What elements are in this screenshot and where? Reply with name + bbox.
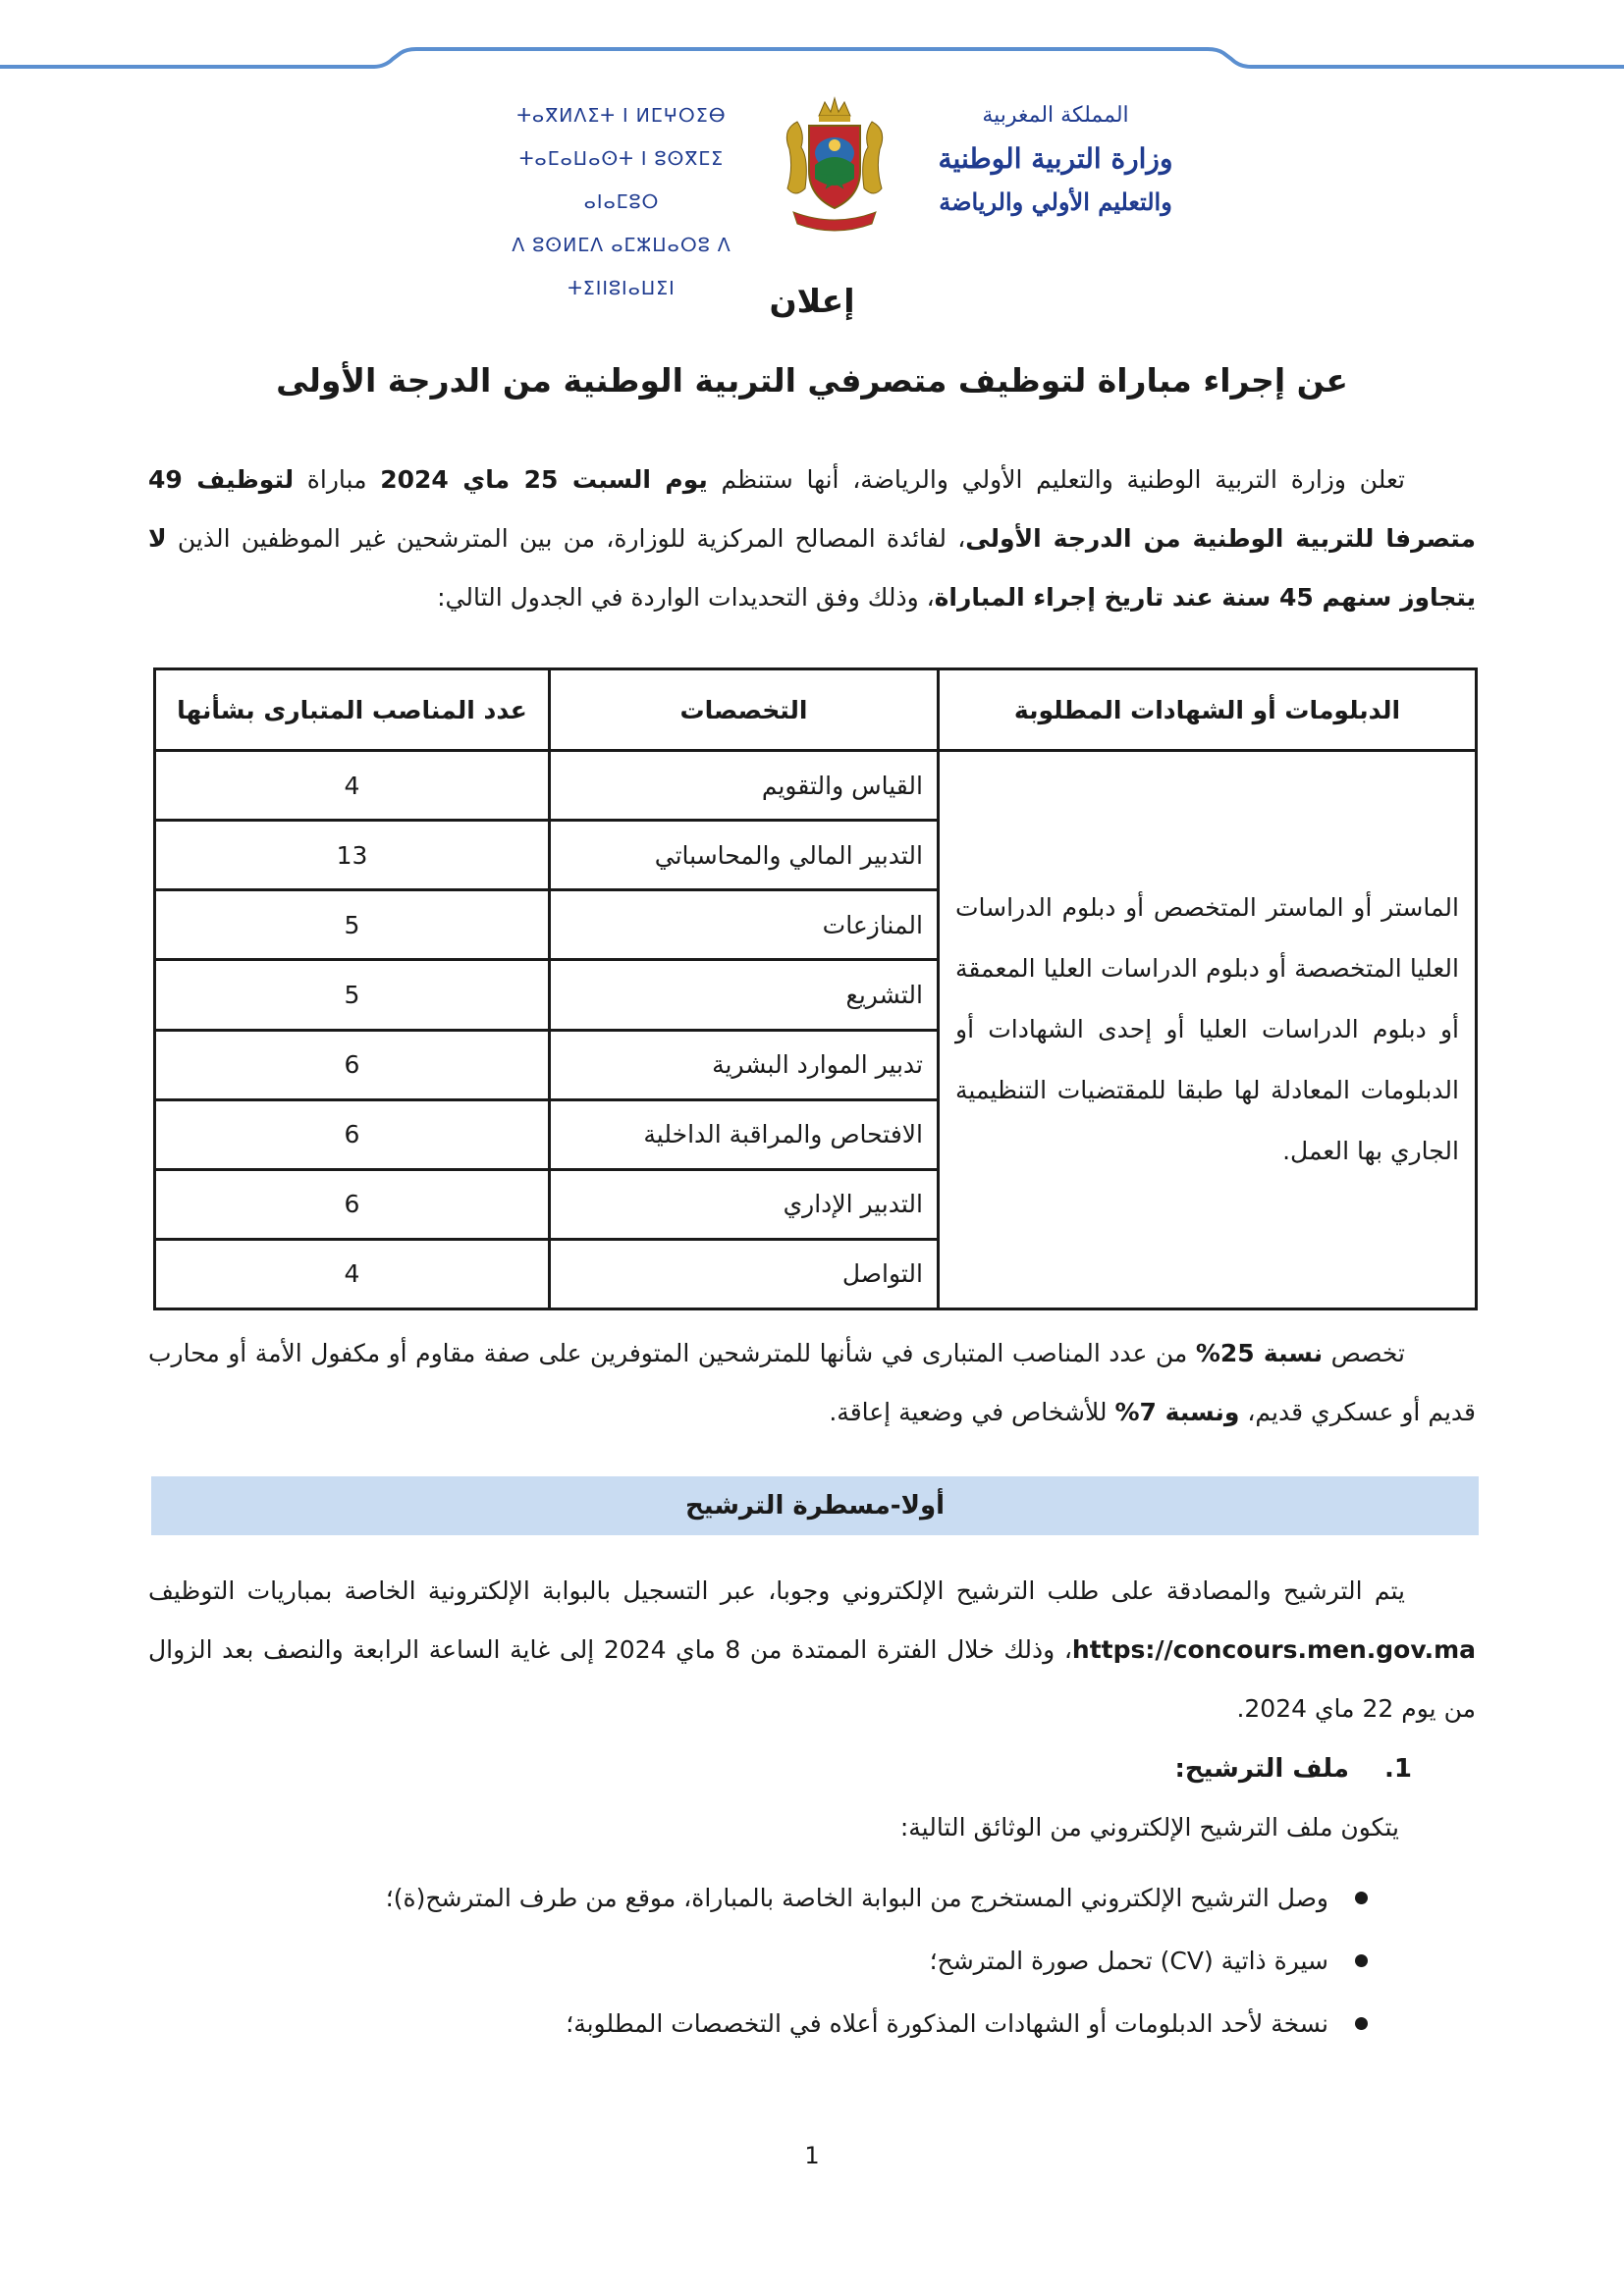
specialty-cell: الافتحاص والمراقبة الداخلية bbox=[550, 1099, 939, 1169]
specialty-cell: التشريع bbox=[550, 960, 939, 1030]
intro-paragraph: تعلن وزارة التربية الوطنية والتعليم الأولي والرياضة، أنها ستنظم يوم السبت 25 ماي 2024 مباراة لتوظيف 49 متصرفا للتربية الوطنية من الدرجة الأولى، لفائدة المصالح المركزية للوزارة، من بين المترشحين غير الموظفين الذين لا يتجاوز سنهم 45 سنة عند تاريخ إجراء المباراة، وذلك وفق التحديدات الواردة في الجدول التالي: bbox=[148, 465, 1476, 612]
specialty-cell: التدبير المالي والمحاسباتي bbox=[550, 821, 939, 890]
section-heading-application-procedure: أولا-مسطرة الترشيح bbox=[151, 1476, 1479, 1535]
post-count-cell: 4 bbox=[155, 751, 550, 821]
table-header-row bbox=[155, 669, 1477, 751]
required-diplomas-cell: الماستر أو الماستر المتخصص أو دبلوم الدراسات العليا المتخصصة أو دبلوم الدراسات العليا المعمقة أو دبلوم الدراسات العليا أو إحدى الشهادات أو الدبلومات المعادلة لها طبقا للمقتضيات التنظيمية الجاري بها العمل. bbox=[939, 751, 1477, 1309]
post-count-cell: 5 bbox=[155, 890, 550, 960]
ministry-name-arabic: المملكة المغربية وزارة التربية الوطنية والتعليم الأولي والرياضة bbox=[938, 103, 1173, 216]
bullet-icon bbox=[1355, 1892, 1368, 1904]
procedure-paragraph: يتم الترشيح والمصادقة على طلب الترشيح الإلكتروني وجوبا، عبر التسجيل بالبوابة الإلكترونية الخاصة بمباريات التوظيف https://concours.men.gov.ma، وذلك خلال الفترة الممتدة من 8 ماي 2024 إلى غاية الساعة الرابعة والنصف بعد الزوال من يوم 22 ماي 2024. bbox=[148, 1576, 1476, 1723]
quota-paragraph: تخصص نسبة 25% من عدد المناصب المتبارى في شأنها للمترشحين المتوفرين على صفة مقاوم أو مكفول الأمة أو محارب قديم أو عسكري قديم، ونسبة 7% للأشخاص في وضعية إعاقة. bbox=[148, 1339, 1476, 1426]
announcement-subtitle: عن إجراء مباراة لتوظيف متصرفي التربية الوطنية من الدرجة الأولى bbox=[276, 361, 1348, 400]
post-count-cell: 6 bbox=[155, 1169, 550, 1239]
specialty-cell: تدبير الموارد البشرية bbox=[550, 1030, 939, 1099]
column-header-post-count: عدد المناصب المتبارى بشأنها bbox=[155, 669, 550, 751]
documents-list bbox=[386, 1867, 1368, 2056]
list-item: وصل الترشيح الإلكتروني المستخرج من البوابة الخاصة بالمباراة، موقع من طرف المترشح(ة)؛ bbox=[386, 1867, 1368, 1930]
column-header-specialties: التخصصات bbox=[550, 669, 939, 751]
post-count-cell: 13 bbox=[155, 821, 550, 890]
specialty-cell: القياس والتقويم bbox=[550, 751, 939, 821]
post-count-cell: 6 bbox=[155, 1030, 550, 1099]
specialty-cell: المنازعات bbox=[550, 890, 939, 960]
table-row bbox=[155, 751, 1477, 821]
bullet-icon bbox=[1355, 1954, 1368, 1967]
post-count-cell: 5 bbox=[155, 960, 550, 1030]
application-portal-link[interactable]: https://concours.men.gov.ma bbox=[1071, 1635, 1476, 1664]
list-item: سيرة ذاتية (CV) تحمل صورة المترشح؛ bbox=[386, 1930, 1368, 1993]
post-count-cell: 4 bbox=[155, 1239, 550, 1308]
coat-of-arms-icon bbox=[776, 90, 893, 238]
announcement-title: إعلان bbox=[769, 282, 855, 320]
ministry-name-tifinagh: ⵜⴰⴳⵍⴷⵉⵜ ⵏ ⵍⵎⵖⵔⵉⴱ ⵜⴰⵎⴰⵡⴰⵙⵜ ⵏ ⵓⵙⴳⵎⵉ ⴰⵏⴰⵎⵓⵔ ⴷ ⵓⵙⵍⵎⴷ ⴰⵎⵣⵡⴰⵔⵓ ⴷ ⵜⵉⵏⵏⵓⵏⴰⵡⵉⵏ bbox=[512, 105, 731, 299]
list-item: نسخة لأحد الدبلومات أو الشهادات المذكورة أعلاه في التخصصات المطلوبة؛ bbox=[386, 1993, 1368, 2056]
specialty-cell: التدبير الإداري bbox=[550, 1169, 939, 1239]
header-decorative-line bbox=[0, 0, 1624, 79]
documents-intro: يتكون ملف الترشيح الإلكتروني من الوثائق التالية: bbox=[899, 1813, 1399, 1842]
column-header-diplomas: الدبلومات أو الشهادات المطلوبة bbox=[939, 669, 1477, 751]
letterhead bbox=[461, 90, 1208, 299]
posts-table bbox=[153, 667, 1478, 1310]
page-number: 1 bbox=[804, 2142, 820, 2169]
application-file-heading: 1.ملف الترشيح: bbox=[1174, 1754, 1412, 1784]
bullet-icon bbox=[1355, 2017, 1368, 2030]
specialty-cell: التواصل bbox=[550, 1239, 939, 1308]
post-count-cell: 6 bbox=[155, 1099, 550, 1169]
